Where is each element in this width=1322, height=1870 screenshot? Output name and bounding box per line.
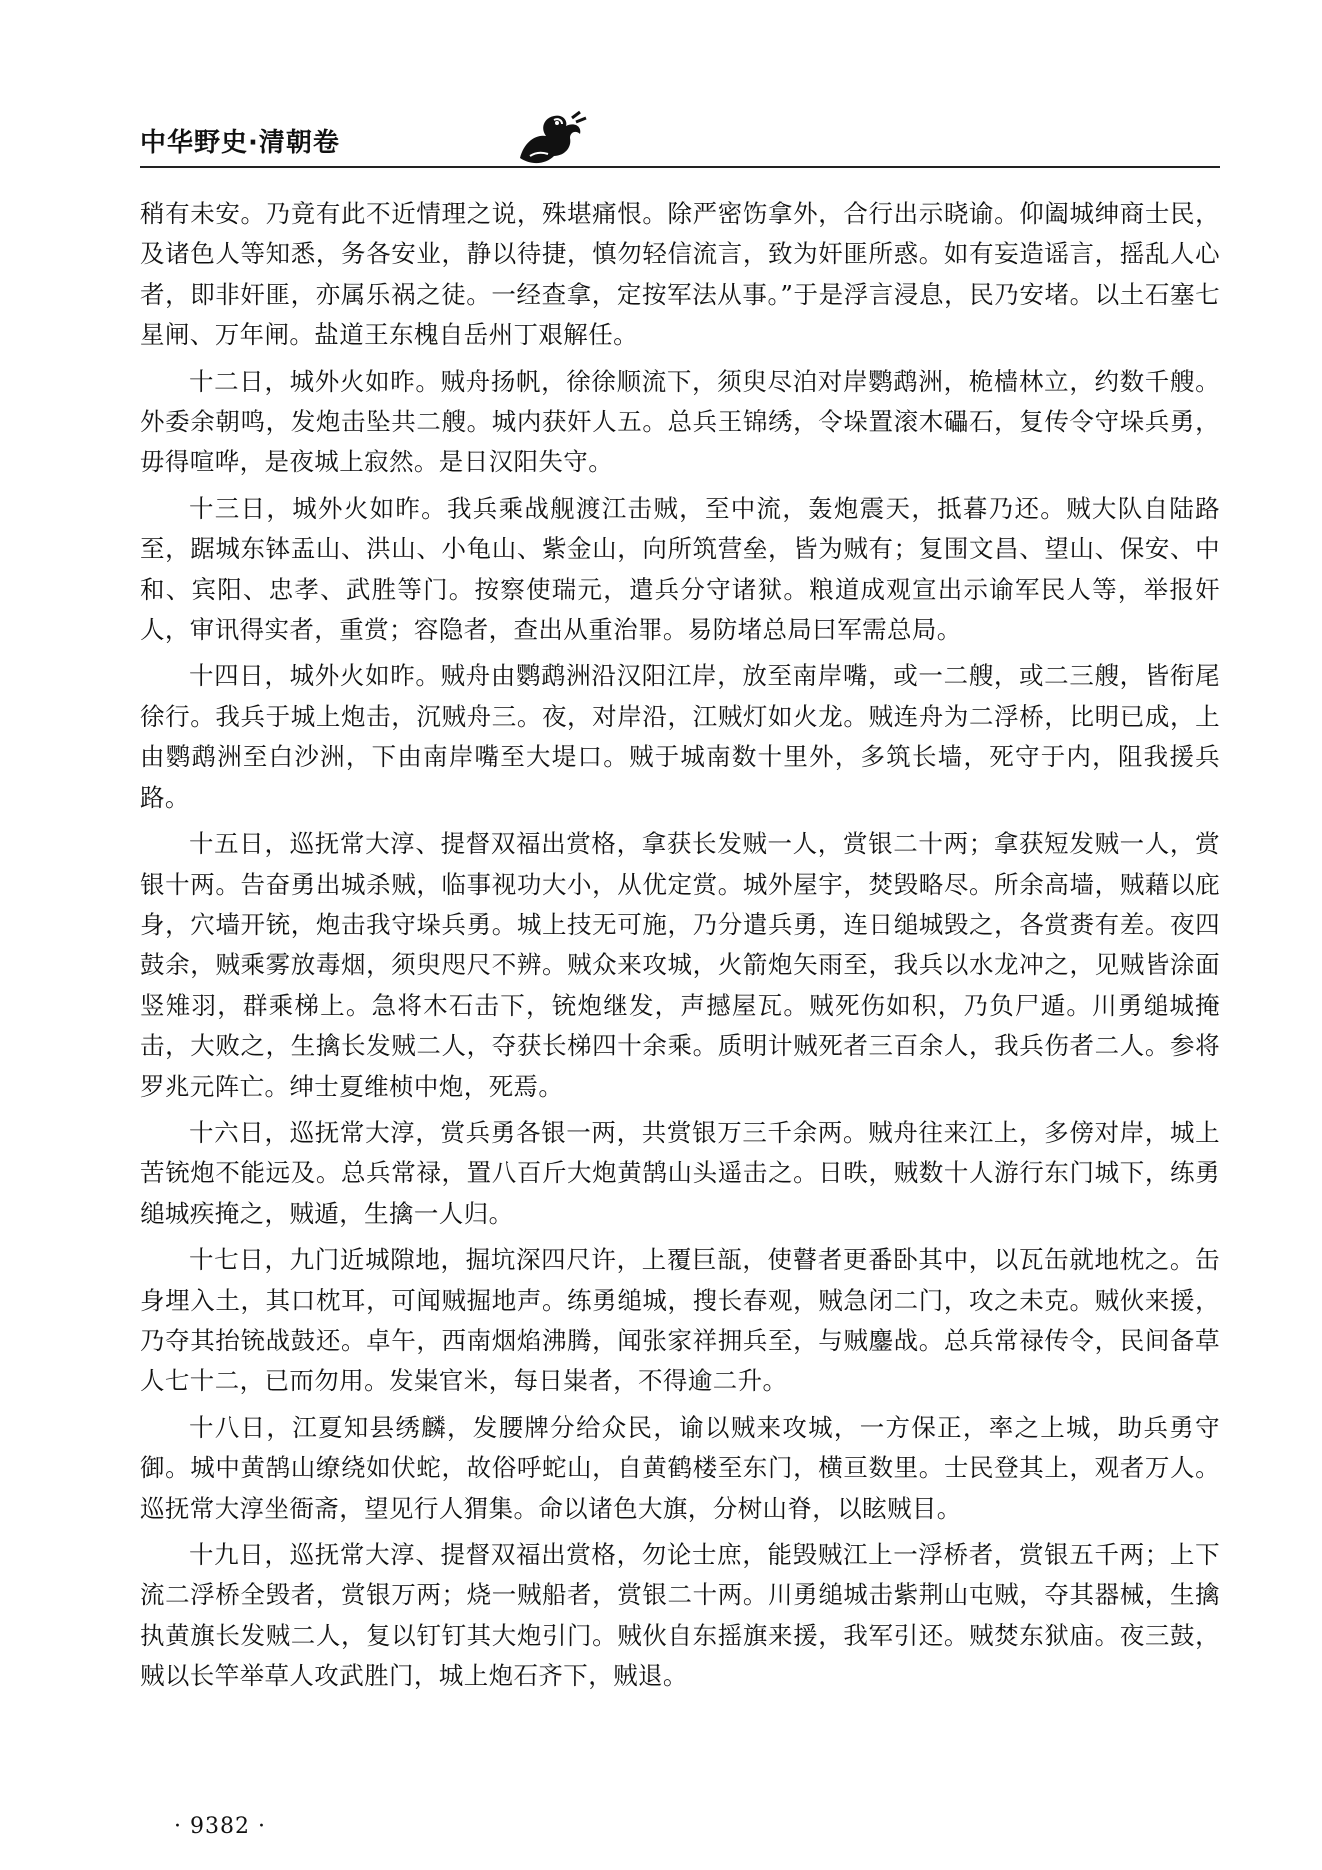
paragraph: 十五日，巡抚常大淳、提督双福出赏格，拿获长发贼一人，赏银二十两；拿获短发贼一人，赏银十两。告奋勇出城杀贼，临事视功大小，从优定赏。城外屋宇，焚毁略尽。所余高墙，贼藉以庇身，穴墙开铳，炮击我守垛兵勇。城上技无可施，乃分遣兵勇，连日缒城毁之，各赏赉有差。夜四鼓余，贼乘雾放毒烟，须臾咫尺不辨。贼众来攻城，火箭炮矢雨至，我兵以水龙冲之，见贼皆涂面竖雉羽，群乘梯上。急将木石击下，铳炮继发，声撼屋瓦。贼死伤如积，乃负尸遁。川勇缒城掩击，大败之，生擒长发贼二人，夺获长梯四十余乘。质明计贼死者三百余人，我兵伤者二人。参将罗兆元阵亡。绅士夏维桢中炮，死焉。	[140, 829, 1220, 1101]
page-number: · 9382 ·	[174, 1814, 266, 1839]
header-rule	[140, 166, 1220, 168]
paragraph: 十七日，九门近城隙地，掘坑深四尺许，上覆巨瓿，使瞽者更番卧其中，以瓦缶就地枕之。缶身埋入土，其口枕耳，可闻贼掘地声。练勇缒城，搜长春观，贼急闭二门，攻之未克。贼伙来援，乃夺其抬铳战鼓还。卓午，西南烟焰沸腾，闻张家祥拥兵至，与贼鏖战。总兵常禄传令，民间备草人七十二，已而勿用。发粜官米，每日粜者，不得逾二升。	[140, 1245, 1220, 1396]
paragraph: 稍有未安。乃竟有此不近情理之说，殊堪痛恨。除严密饬拿外，合行出示晓谕。仰阖城绅商士民，及诸色人等知悉，务各安业，静以待捷，慎勿轻信流言，致为奸匪所惑。如有妄造谣言，摇乱人心者，即非奸匪，亦属乐祸之徒。一经查拿，定按军法从事。”于是浮言浸息，民乃安堵。以土石塞七星闸、万年闸。盐道王东槐自岳州丁艰解任。	[140, 199, 1220, 350]
paragraph: 十九日，巡抚常大淳、提督双福出赏格，勿论士庶，能毁贼江上一浮桥者，赏银五千两；上下流二浮桥全毁者，赏银万两；烧一贼船者，赏银二十两。川勇缒城击紫荆山屯贼，夺其器械，生擒执黄旗长发贼二人，复以钉钉其大炮引门。贼伙自东摇旗来援，我军引还。贼焚东狱庙。夜三鼓，贼以长竿举草人攻武胜门，城上炮石齐下，贼退。	[140, 1540, 1220, 1691]
dragon-emblem-icon	[510, 108, 590, 170]
page-header	[140, 108, 1220, 188]
paragraph: 十二日，城外火如昨。贼舟扬帆，徐徐顺流下，须臾尽泊对岸鹦鹉洲，桅樯林立，约数千艘。外委余朝鸣，发炮击坠共二艘。城内获奸人五。总兵王锦绣，令垛置滚木礧石，复传令守垛兵勇，毋得喧哗，是夜城上寂然。是日汉阳失守。	[140, 366, 1220, 477]
paragraph: 十八日，江夏知县绣麟，发腰牌分给众民，谕以贼来攻城，一方保正，率之上城，助兵勇守御。城中黄鹄山缭绕如伏蛇，故俗呼蛇山，自黄鹤楼至东门，横亘数里。士民登其上，观者万人。巡抚常大淳坐衙斋，望见行人猬集。命以诸色大旗，分树山脊，以眩贼目。	[140, 1412, 1220, 1523]
main-text	[140, 194, 1220, 1703]
paragraph: 十三日，城外火如昨。我兵乘战舰渡江击贼，至中流，轰炮震天，抵暮乃还。贼大队自陆路至，踞城东钵盂山、洪山、小龟山、紫金山，向所筑营垒，皆为贼有；复围文昌、望山、保安、中和、宾阳、忠孝、武胜等门。按察使瑞元，遣兵分守诸狱。粮道成观宣出示谕军民人等，举报奸人，审讯得实者，重赏；容隐者，查出从重治罪。易防堵总局曰军需总局。	[140, 493, 1220, 645]
paragraph: 十四日，城外火如昨。贼舟由鹦鹉洲沿汉阳江岸，放至南岸嘴，或一二艘，或二三艘，皆衔尾徐行。我兵于城上炮击，沉贼舟三。夜，对岸沿，江贼灯如火龙。贼连舟为二浮桥，比明已成，上由鹦鹉洲至白沙洲，下由南岸嘴至大堤口。贼于城南数十里外，多筑长墙，死守于内，阻我援兵路。	[140, 661, 1220, 812]
book-title: 中华野史·清朝卷	[140, 128, 340, 158]
paragraph: 十六日，巡抚常大淳，赏兵勇各银一两，共赏银万三千余两。贼舟往来江上，多傍对岸，城上苦铳炮不能远及。总兵常禄，置八百斤大炮黄鹄山头遥击之。日昳，贼数十人游行东门城下，练勇缒城疾掩之，贼遁，生擒一人归。	[140, 1117, 1220, 1228]
